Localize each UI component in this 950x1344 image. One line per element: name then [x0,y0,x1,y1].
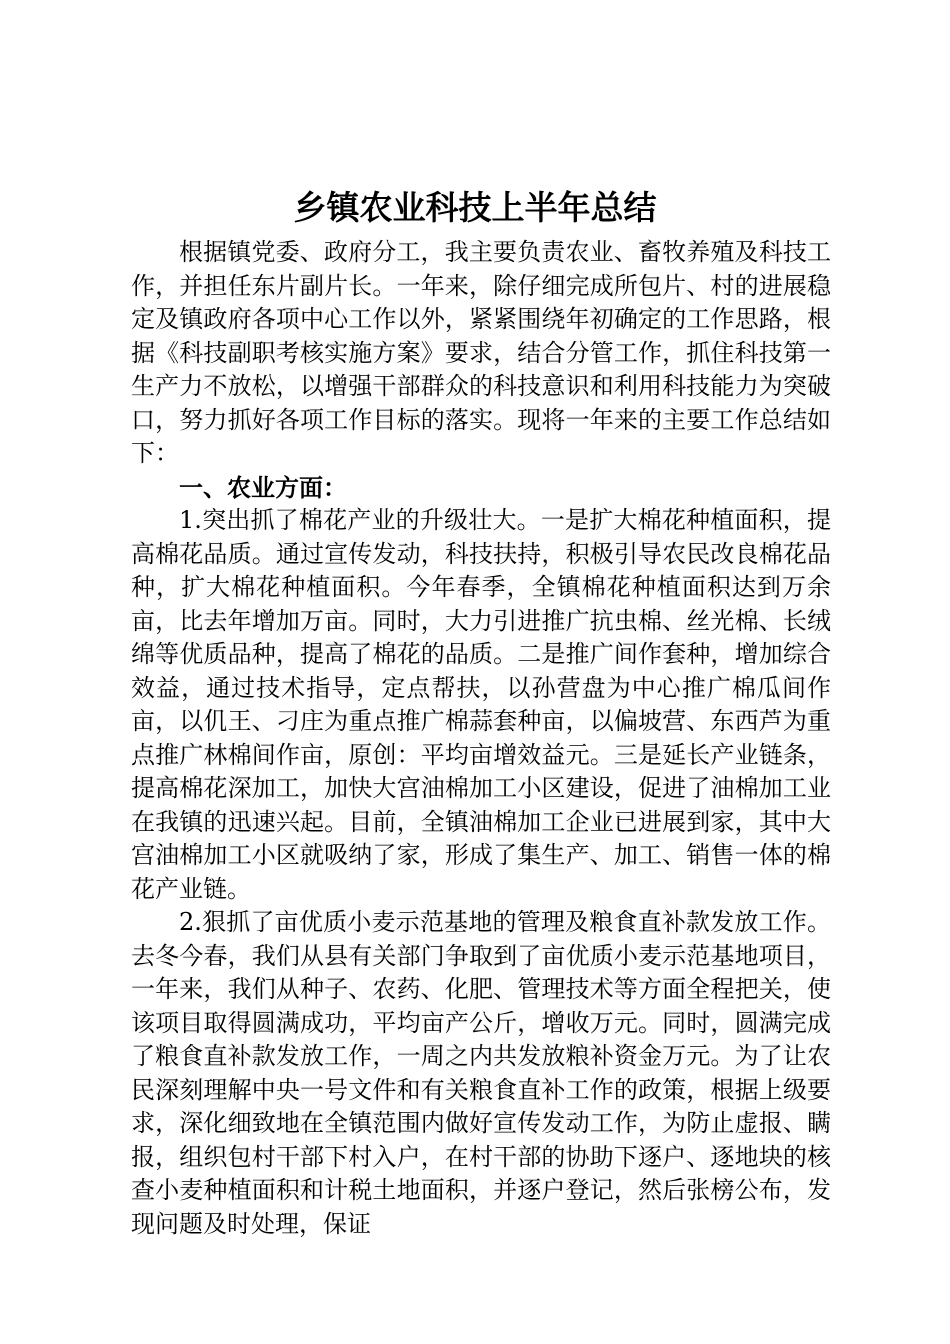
paragraph-wheat: 2.狠抓了亩优质小麦示范基地的管理及粮食直补款发放工作。去冬今春，我们从县有关部门争取到了亩优质小麦示范基地项目，一年来，我们从种子、农药、化肥、管理技术等方面全程把关，使该项目取得圆满成功，平均亩产公斤，增收万元。同时，圆满完成了粮食直补款发放工作，一周之内共发放粮补资金万元。为了让农民深刻理解中央一号文件和有关粮食直补工作的政策，根据上级要求，深化细致地在全镇范围内做好宣传发动工作，为防止虚报、瞒报，组织包村干部下村入户，在村干部的协助下逐户、逐地块的核查小麦种植面积和计税土地面积，并逐户登记，然后张榜公布，发现问题及时处理，保证 [131,908,831,1238]
paragraph-intro: 根据镇党委、政府分工，我主要负责农业、畜牧养殖及科技工作，并担任东片副片长。一年来，除仔细完成所包片、村的进展稳定及镇政府各项中心工作以外，紧紧围绕年初确定的工作思路，根据《科技副职考核实施方案》要求，结合分管工作，抓住科技第一生产力不放松，以增强干部群众的科技意识和利用科技能力为突破口，努力抓好各项工作目标的落实。现将一年来的主要工作总结如下： [131,238,831,467]
document-body [131,236,831,1241]
paragraph-cotton: 1.突出抓了棉花产业的升级壮大。一是扩大棉花种植面积，提高棉花品质。通过宣传发动，科技扶持，积极引导农民改良棉花品种，扩大棉花种植面积。今年春季，全镇棉花种植面积达到万余亩，比去年增加万亩。同时，大力引进推广抗虫棉、丝光棉、长绒绵等优质品种，提高了棉花的品质。二是推广间作套种，增加综合效益，通过技术指导，定点帮扶，以孙营盘为中心推广棉瓜间作亩，以仉王、刁庄为重点推广棉蒜套种亩，以偏坡营、东西芦为重点推广林棉间作亩，原创：平均亩增效益元。三是延长产业链条，提高棉花深加工，加快大宫油棉加工小区建设，促进了油棉加工业在我镇的迅速兴起。目前，全镇油棉加工企业已进展到家，其中大宫油棉加工小区就吸纳了家，形成了集生产、加工、销售一体的棉花产业链。 [131,506,831,903]
section-heading-agriculture: 一、农业方面： [179,472,347,502]
document-title: 乡镇农业科技上半年总结 [293,188,657,227]
